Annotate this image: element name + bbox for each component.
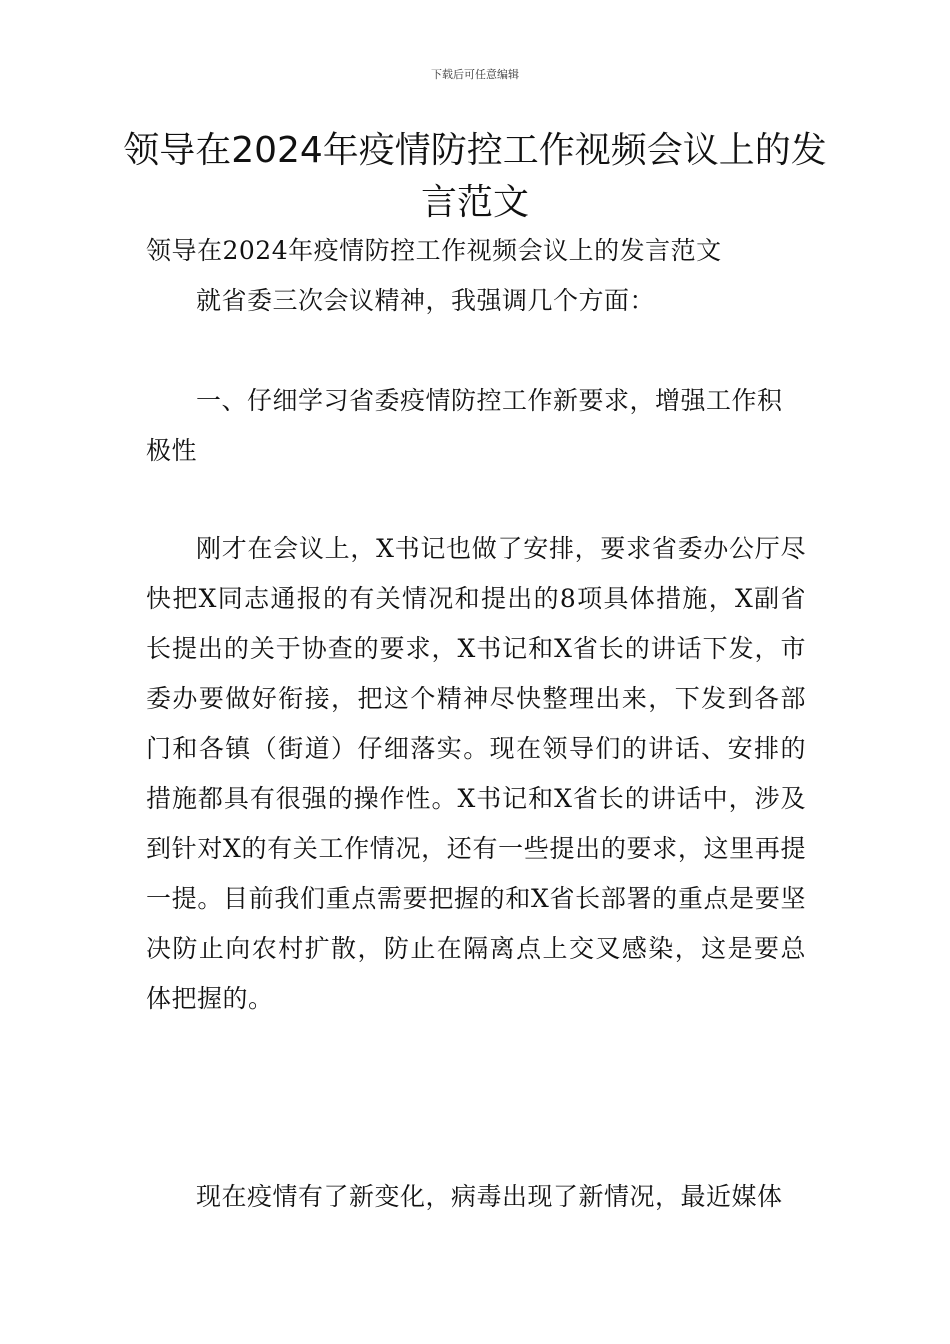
- header-note: 下载后可任意编辑: [431, 68, 519, 81]
- body-paragraph-continued: 现在疫情有了新变化，病毒出现了新情况，最近媒体: [196, 1182, 783, 1211]
- body-paragraph: 刚才在会议上，X书记也做了安排，要求省委办公厅尽快把X同志通报的有关情况和提出的8项具体措施，X副省长提出的关于协查的要求，X书记和X省长的讲话下发，市委办要做好衔接，把这个精神尽快整理出来，下发到各部门和各镇（街道）仔细落实。现在领导们的讲话、安排的措施都具有很强的操作性。X书记和X省长的讲话中，涉及到针对X的有关工作情况，还有一些提出的要求，这里再提一提。目前我们重点需要把握的和X省长部署的重点是要坚决防止向农村扩散，防止在隔离点上交叉感染，这是要总体把握的。: [146, 534, 806, 1013]
- document-title: 领导在2024年疫情防控工作视频会议上的发言范文: [123, 130, 827, 223]
- subtitle: 领导在2024年疫情防控工作视频会议上的发言范文: [146, 236, 722, 265]
- section-heading: 一、仔细学习省委疫情防控工作新要求，增强工作积极性: [146, 386, 783, 465]
- intro-paragraph: 就省委三次会议精神，我强调几个方面：: [196, 286, 656, 315]
